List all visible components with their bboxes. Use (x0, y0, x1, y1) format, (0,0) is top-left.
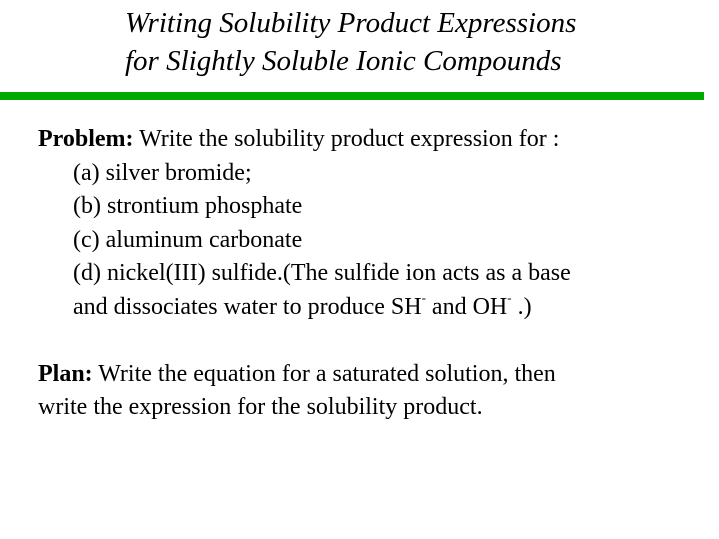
continuation-pre: and dissociates water to produce SH (73, 293, 422, 320)
sh-charge-superscript: - (421, 289, 426, 305)
continuation-mid: and OH (425, 293, 508, 320)
slide-title-line-1: Writing Solubility Product Expressions (125, 7, 577, 39)
continuation-post: .) (511, 293, 532, 320)
problem-item-b: (b) strontium phosphate (73, 193, 303, 219)
problem-item-c: (c) aluminum carbonate (73, 226, 303, 253)
paragraph-spacer (38, 324, 698, 358)
slide-title (125, 4, 705, 80)
problem-item-d: (d) nickel(III) sulfide.(The sulfide ion acts as a base (73, 260, 571, 286)
problem-item-d-continuation (38, 291, 698, 325)
problem-statement (38, 123, 698, 157)
oh-charge-superscript: - (507, 289, 512, 305)
problem-item-a: (a) silver bromide; (73, 159, 252, 186)
plan-text-line-1: Write the equation for a saturated solution, then (92, 360, 556, 387)
plan-statement (38, 358, 698, 392)
problem-label: Problem: (38, 126, 134, 152)
slide-body (38, 123, 698, 425)
plan-label: Plan: (38, 360, 93, 387)
slide-title-line-2: for Slightly Soluble Ionic Compounds (125, 45, 562, 77)
plan-text-line-2: write the expression for the solubility product. (38, 394, 483, 420)
problem-text: Write the solubility product expression for : (133, 126, 560, 152)
title-divider (0, 92, 704, 100)
